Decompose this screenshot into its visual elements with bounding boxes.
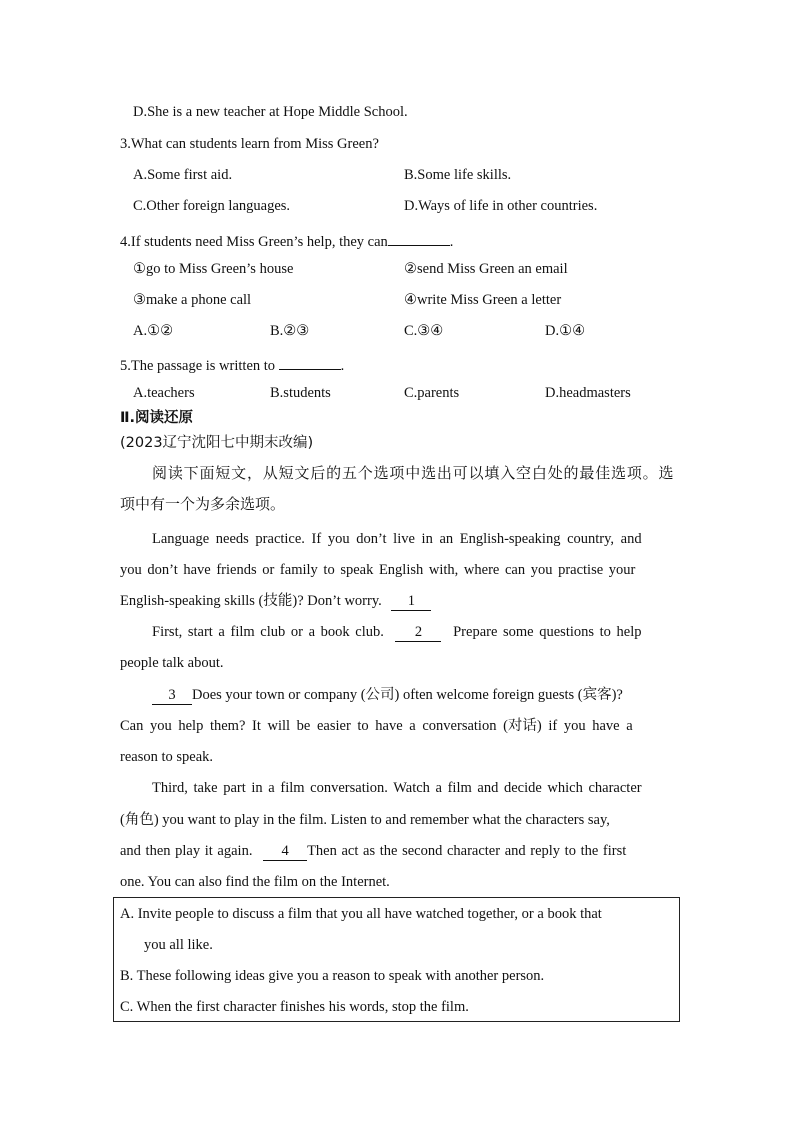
passage-p1-line-1: Language needs practice. If you don’t live in an English-speaking country, and bbox=[152, 531, 642, 547]
blank-4: 4 bbox=[263, 843, 307, 861]
q4-item-2: ②send Miss Green an email bbox=[404, 261, 568, 277]
q3-stem: 3.What can students learn from Miss Green? bbox=[120, 136, 379, 152]
q3-option-a: A.Some first aid. bbox=[133, 167, 233, 183]
q4-option-b: B.②③ bbox=[270, 323, 310, 339]
passage-p3-line-1 bbox=[152, 685, 623, 705]
section-instruction-line-2: 项中有一个为多余选项。 bbox=[120, 495, 286, 513]
q4-option-c: C.③④ bbox=[404, 323, 444, 339]
q4-stem-line bbox=[120, 228, 453, 252]
q5-option-d: D.headmasters bbox=[545, 385, 631, 401]
q4-option-a: A.①② bbox=[133, 323, 174, 339]
passage-p1-line-2: you don’t have friends or family to speak English with, where can you practise your bbox=[120, 562, 636, 578]
blank-2: 2 bbox=[395, 624, 441, 642]
option-a-line-1: A. Invite people to discuss a film that you all have watched together, or a book that bbox=[120, 906, 602, 922]
passage-p1-line-3-text: English-speaking skills (技能)? Don’t worry. bbox=[120, 593, 382, 609]
option-c: C. When the first character finishes his words, stop the film. bbox=[120, 999, 469, 1015]
section-instruction-line-1: 阅 读 下 面 短 文 ， 从 短 文 后 的 五 个 选 项 中 选 出 可 以 填 入 空 白 处 的 最 佳 选 项 。 选 bbox=[152, 464, 674, 482]
q4-stem: 4.If students need Miss Green’s help, they can bbox=[120, 234, 388, 250]
q4-stem-end: . bbox=[449, 234, 454, 250]
passage-p4-line-3b: Then act as the second character and reply to the first bbox=[307, 843, 627, 859]
section-source: (2023辽宁沈阳七中期末改编) bbox=[120, 435, 314, 451]
q4-item-4: ④write Miss Green a letter bbox=[404, 292, 562, 308]
q4-option-d: D.①④ bbox=[545, 323, 586, 339]
passage-p2-line-1b: Prepare some questions to help bbox=[453, 624, 642, 640]
q5-option-b: B.students bbox=[270, 385, 331, 401]
blank-3: 3 bbox=[152, 687, 192, 705]
passage-p3-line-3: reason to speak. bbox=[120, 749, 214, 765]
passage-p4-line-2: (角色) you want to play in the film. Listen to and remember what the characters say, bbox=[120, 812, 610, 828]
passage-p4-line-4: one. You can also find the film on the Internet. bbox=[120, 874, 390, 890]
blank-1: 1 bbox=[391, 593, 431, 611]
q5-option-c: C.parents bbox=[404, 385, 460, 401]
passage-p2-line-1 bbox=[152, 622, 642, 642]
section-title: Ⅱ.阅读还原 bbox=[120, 410, 194, 426]
option-b: B. These following ideas give you a reason to speak with another person. bbox=[120, 968, 545, 984]
q5-stem: 5.The passage is written to bbox=[120, 358, 276, 374]
passage-p4-line-1: Third, take part in a film conversation. Watch a film and decide which character bbox=[152, 780, 642, 796]
q2-option-d: D.She is a new teacher at Hope Middle School. bbox=[133, 104, 408, 120]
passage-p4-line-3a: and then play it again. bbox=[120, 843, 253, 859]
q5-answer-blank bbox=[279, 352, 341, 370]
passage-p3-line-1-text: Does your town or company (公司) often welcome foreign guests (宾客)? bbox=[192, 687, 623, 703]
passage-p3-line-2: Can you help them? It will be easier to have a conversation (对话) if you have a bbox=[120, 718, 633, 734]
passage-p1-line-3 bbox=[120, 591, 431, 611]
q5-option-a: A.teachers bbox=[133, 385, 195, 401]
q4-item-3: ③make a phone call bbox=[133, 292, 252, 308]
option-a-line-2: you all like. bbox=[144, 937, 213, 953]
q5-stem-end: . bbox=[340, 358, 345, 374]
passage-p4-line-3 bbox=[120, 841, 626, 861]
q3-option-c: C.Other foreign languages. bbox=[133, 198, 291, 214]
q3-option-d: D.Ways of life in other countries. bbox=[404, 198, 598, 214]
q4-answer-blank bbox=[388, 228, 450, 246]
q4-item-1: ①go to Miss Green’s house bbox=[133, 261, 294, 277]
passage-p2-line-2: people talk about. bbox=[120, 655, 224, 671]
q5-stem-line bbox=[120, 352, 344, 376]
passage-p2-line-1a: First, start a film club or a book club. bbox=[152, 624, 384, 640]
q3-option-b: B.Some life skills. bbox=[404, 167, 512, 183]
